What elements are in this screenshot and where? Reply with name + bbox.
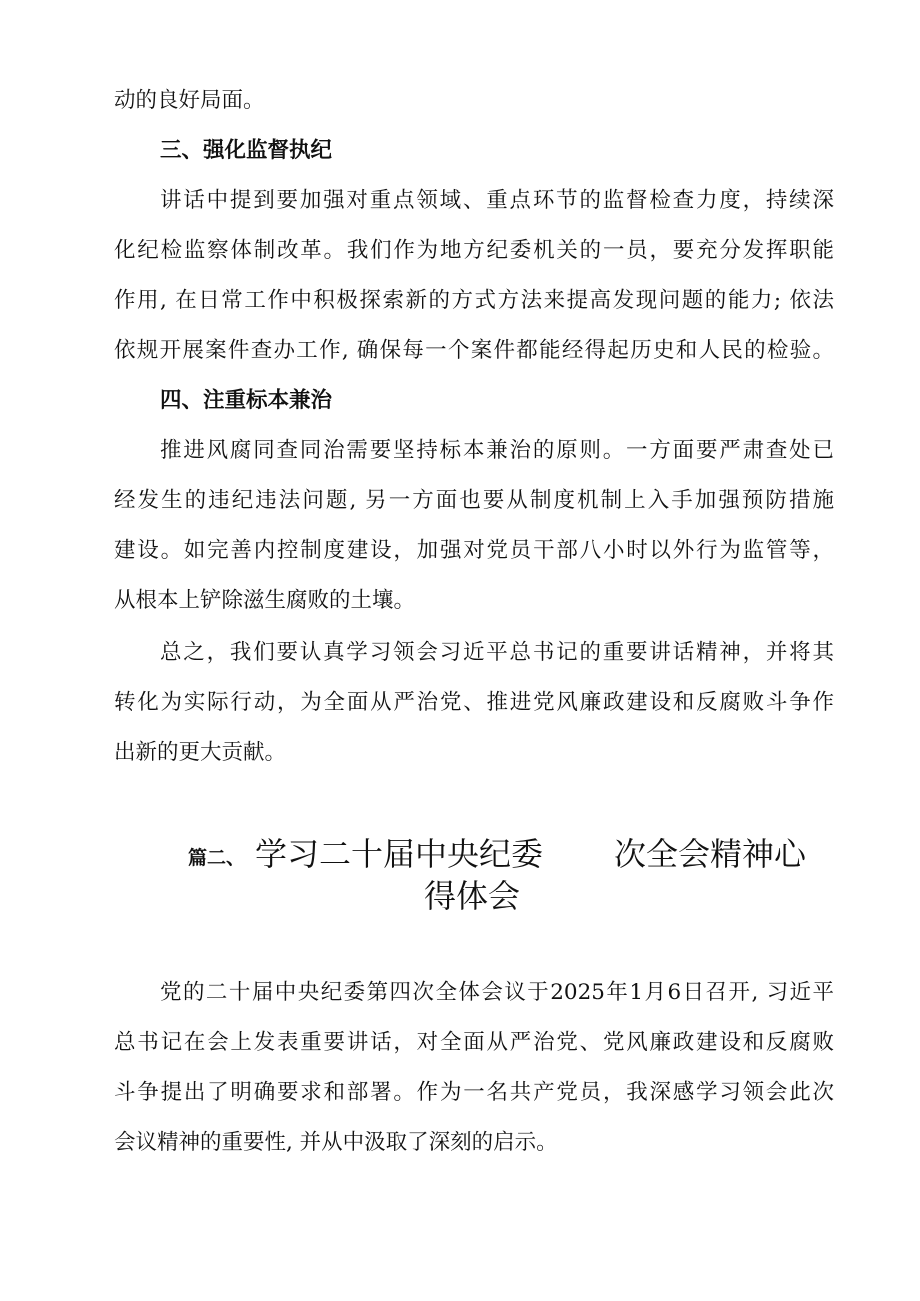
- paragraph-line: 转化为实际行动，为全面从严治党、推进党风廉政建设和反腐败斗争作: [114, 690, 834, 715]
- paragraph-line: 动的良好局面。: [114, 88, 265, 113]
- paragraph-line: 总之，我们要认真学习领会习近平总书记的重要讲话精神，并将其: [160, 640, 834, 665]
- paragraph-line: 化纪检监察体制改革。我们作为地方纪委机关的一员，要充分发挥职能: [114, 238, 834, 263]
- chapter-title-part2: 次全会精神心: [614, 835, 807, 873]
- chapter-prefix: 篇二、: [188, 847, 246, 869]
- paragraph-line: 总书记在会上发表重要讲话，对全面从严治党、党风廉政建设和反腐败: [114, 1030, 834, 1055]
- paragraph-line: 党的二十届中央纪委第四次全体会议于2025年1月6日召开, 习近平: [160, 980, 834, 1005]
- paragraph-line: 斗争提出了明确要求和部署。作为一名共产党员，我深感学习领会此次: [114, 1080, 834, 1105]
- paragraph-line: 出新的更大贡献。: [114, 740, 287, 765]
- section-heading-4: 四、注重标本兼治: [160, 388, 333, 413]
- paragraph-line: 讲话中提到要加强对重点领域、重点环节的监督检查力度，持续深: [160, 188, 834, 213]
- chapter-title-line2: 得体会: [424, 877, 521, 915]
- paragraph-line: 依规开展案件查办工作, 确保每一个案件都能经得起历史和人民的检验。: [114, 338, 834, 363]
- paragraph-line: 推进风腐同查同治需要坚持标本兼治的原则。一方面要严肃查处已: [160, 438, 834, 463]
- section-heading-3: 三、强化监督执纪: [160, 138, 333, 163]
- paragraph-line: 作用, 在日常工作中积极探索新的方式方法来提高发现问题的能力; 依法: [114, 288, 834, 313]
- paragraph-line: 经发生的违纪违法问题, 另一方面也要从制度机制上入手加强预防措施: [114, 488, 834, 513]
- paragraph-line: 会议精神的重要性, 并从中汲取了深刻的启示。: [114, 1130, 558, 1155]
- chapter-title-part1: 学习二十届中央纪委: [255, 835, 544, 873]
- paragraph-line: 从根本上铲除滋生腐败的土壤。: [114, 588, 416, 613]
- paragraph-line: 建设。如完善内控制度建设，加强对党员干部八小时以外行为监管等，: [114, 538, 834, 563]
